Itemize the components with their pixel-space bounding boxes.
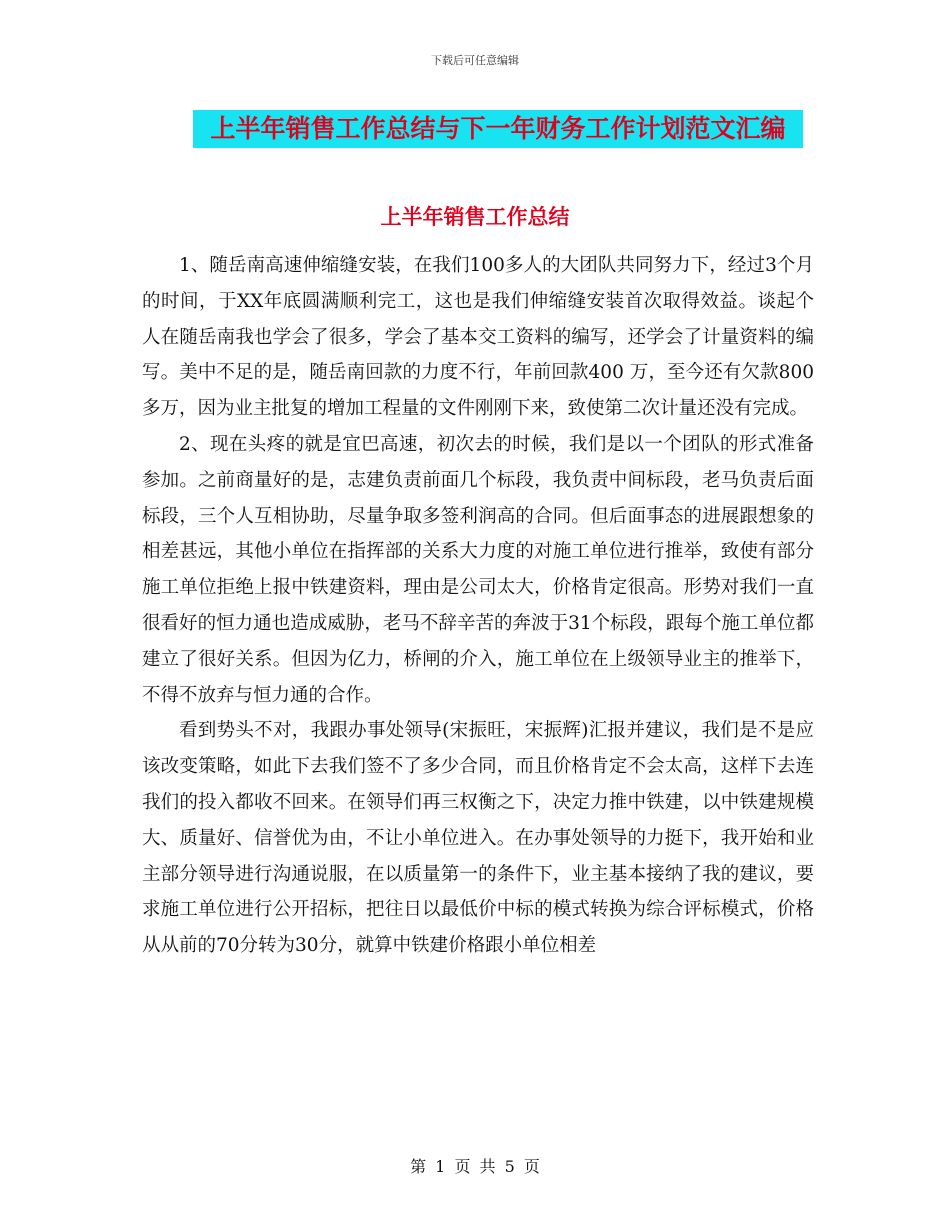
document-title: 上半年销售工作总结与下一年财务工作计划范文汇编 (193, 110, 803, 148)
paragraph-2: 2、现在头疼的就是宜巴高速，初次去的时候，我们是以一个团队的形式准备参加。之前商量好的是，志建负责前面几个标段，我负责中间标段，老马负责后面标段，三个人互相协助，尽量争取多签利润高的合同。但后面事态的进展跟想象的相差甚远，其他小单位在指挥部的关系大力度的对施工单位进行推举，致使有部分施工单位拒绝上报中铁建资料，理由是公司太大，价格肯定很高。形势对我们一直很看好的恒力通也造成威胁，老马不辞辛苦的奔波于31个标段，跟每个施工单位都建立了很好关系。但因为亿力，桥闸的介入，施工单位在上级领导业主的推举下，不得不放弃与恒力通的合作。 (142, 433, 814, 706)
paragraph-1: 1、随岳南高速伸缩缝安装，在我们100多人的大团队共同努力下，经过3个月的时间，于XX年底圆满顺利完工，这也是我们伸缩缝安装首次取得效益。谈起个人在随岳南我也学会了很多，学会了基本交工资料的编写，还学会了计量资料的编写。美中不足的是，随岳南回款的力度不行，年前回款400 万，至今还有欠款800多万，因为业主批复的增加工程量的文件刚刚下来，致使第二次计量还没有完成。 (142, 255, 814, 420)
body-text (142, 248, 814, 964)
paragraph-3: 看到势头不对，我跟办事处领导(宋振旺，宋振辉)汇报并建议，我们是不是应该改变策略，如此下去我们签不了多少合同，而且价格肯定不会太高，这样下去连我们的投入都收不回来。在领导们再三权衡之下，决定力推中铁建，以中铁建规模大、质量好、信誉优为由，不让小单位进入。在办事处领导的力挺下，我开始和业主部分领导进行沟通说服，在以质量第一的条件下，业主基本接纳了我的建议，要求施工单位进行公开招标，把往日以最低价中标的模式转换为综合评标模式，价格从从前的70分转为30分，就算中铁建价格跟小单位相差 (142, 720, 814, 957)
section-title: 上半年销售工作总结 (380, 204, 570, 229)
page-footer: 第 1 页 共 5 页 (410, 1157, 540, 1176)
header-note: 下载后可任意编辑 (431, 54, 519, 67)
